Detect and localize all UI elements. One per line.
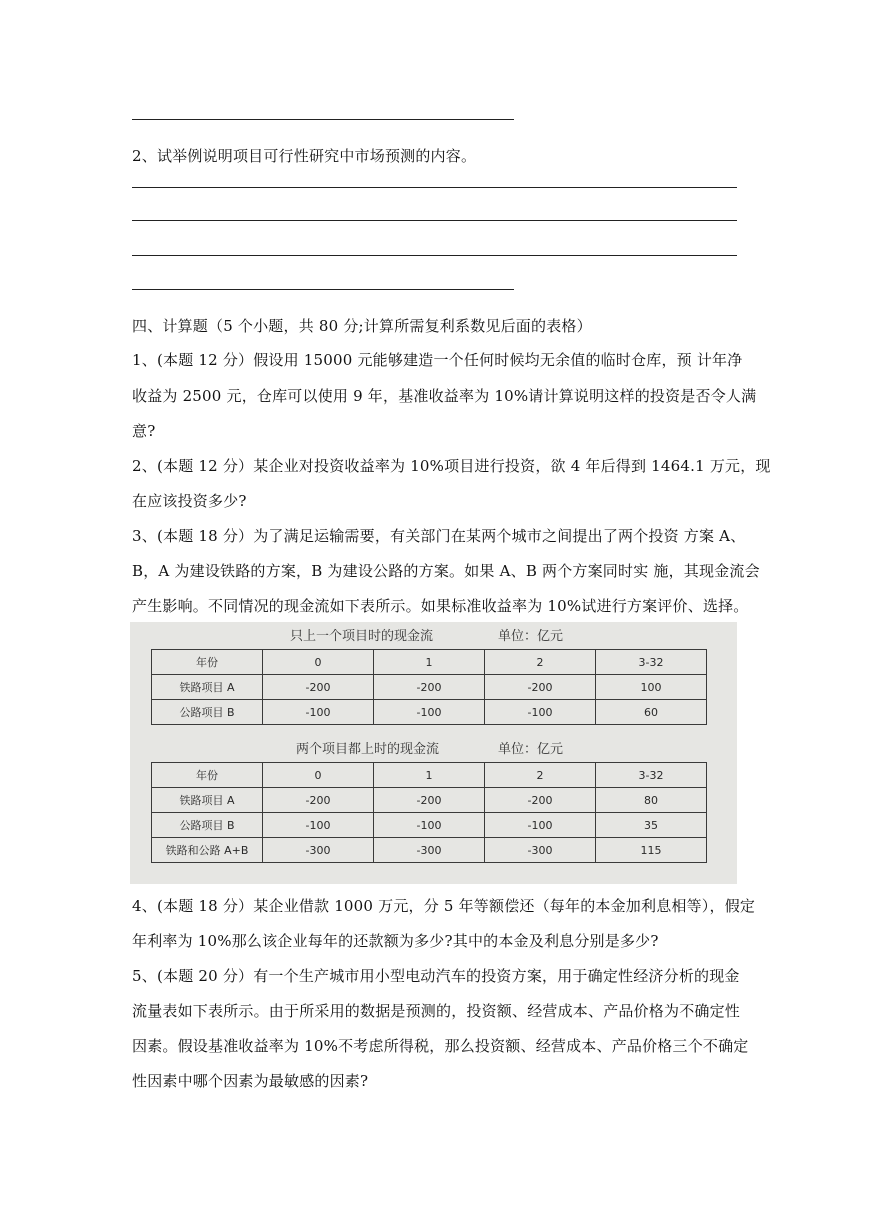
problem-2-line-1: 2、(本题 12 分）某企业对投资收益率为 10%项目进行投资，欲 4 年后得到 1464.1 万元，现 [132, 457, 771, 475]
table-2-unit: 单位：亿元 [498, 742, 564, 757]
problem-1-line-1: 1、(本题 12 分）假设用 15000 元能够建造一个任何时候均无余值的临时仓库，预 计年净 [132, 351, 743, 369]
problem-1-line-2: 收益为 2500 元，仓库可以使用 9 年，基准收益率为 10%请计算说明这样的投资是否令人满 [132, 387, 757, 405]
table-cell: -200 [485, 788, 596, 813]
problem-3-line-2: B，A 为建设铁路的方案，B 为建设公路的方案。如果 A、B 两个方案同时实 施，其现金流会 [132, 562, 760, 580]
table-cell: 铁路项目 A [152, 675, 263, 700]
table-row [152, 763, 707, 788]
table-cell: 100 [596, 675, 707, 700]
table-row [152, 838, 707, 863]
table-row [152, 700, 707, 725]
problem-3-line-1: 3、(本题 18 分）为了满足运输需要，有关部门在某两个城市之间提出了两个投资 方案 A、 [132, 527, 746, 545]
problem-5-line-2: 流量表如下表所示。由于所采用的数据是预测的，投资额、经营成本、产品价格为不确定性 [132, 1002, 741, 1020]
question-2-prompt: 2、试举例说明项目可行性研究中市场预测的内容。 [132, 147, 477, 165]
table-cell: -100 [485, 700, 596, 725]
table-cell: 35 [596, 813, 707, 838]
table-cell: 公路项目 B [152, 813, 263, 838]
table-cell: 3-32 [596, 650, 707, 675]
table-row [152, 788, 707, 813]
problem-4-line-1: 4、(本题 18 分）某企业借款 1000 万元，分 5 年等额偿还（每年的本金加利息相等），假定 [132, 897, 756, 915]
table-cell: -100 [263, 700, 374, 725]
table-row [152, 650, 707, 675]
problem-4-line-2: 年利率为 10%那么该企业每年的还款额为多少?其中的本金及利息分别是多少? [132, 932, 659, 950]
table-cell: -200 [263, 788, 374, 813]
table-cell: 0 [263, 650, 374, 675]
table-cell: 2 [485, 763, 596, 788]
problem-5-line-3: 因素。假设基准收益率为 10%不考虑所得税，那么投资额、经营成本、产品价格三个不确定 [132, 1037, 749, 1055]
table-cell: 铁路和公路 A+B [152, 838, 263, 863]
table-cell: -200 [374, 788, 485, 813]
table-cell: -100 [263, 813, 374, 838]
table-cell: 1 [374, 763, 485, 788]
answer-line [132, 119, 514, 120]
table-cell: 115 [596, 838, 707, 863]
table-cell: -200 [485, 675, 596, 700]
answer-line [132, 220, 737, 221]
table-cell: 1 [374, 650, 485, 675]
table-row [152, 675, 707, 700]
cash-flow-scan [130, 622, 737, 884]
problem-1-line-3: 意? [132, 422, 156, 440]
table-2-title: 两个项目都上时的现金流 [296, 742, 440, 757]
answer-line [132, 187, 737, 188]
answer-line [132, 255, 737, 256]
table-row [152, 813, 707, 838]
problem-2-line-2: 在应该投资多少? [132, 492, 247, 510]
problem-5-line-1: 5、(本题 20 分）有一个生产城市用小型电动汽车的投资方案，用于确定性经济分析的现金 [132, 967, 740, 985]
table-cell: 2 [485, 650, 596, 675]
table-cell: -100 [374, 700, 485, 725]
table-cell: -100 [485, 813, 596, 838]
answer-line [132, 289, 514, 290]
cash-flow-table-2 [151, 762, 707, 863]
table-cell: 铁路项目 A [152, 788, 263, 813]
table-cell: 公路项目 B [152, 700, 263, 725]
calc-section-heading: 四、计算题（5 个小题，共 80 分;计算所需复利系数见后面的表格） [132, 317, 592, 335]
table-cell: 年份 [152, 763, 263, 788]
table-cell: -300 [485, 838, 596, 863]
table-1-title: 只上一个项目时的现金流 [290, 629, 434, 644]
table-cell: -300 [263, 838, 374, 863]
table-cell: 年份 [152, 650, 263, 675]
cash-flow-table-1 [151, 649, 707, 725]
table-cell: -200 [263, 675, 374, 700]
table-cell: -200 [374, 675, 485, 700]
problem-3-line-3: 产生影响。不同情况的现金流如下表所示。如果标准收益率为 10%试进行方案评价、选择。 [132, 597, 749, 615]
table-cell: 60 [596, 700, 707, 725]
table-cell: -100 [374, 813, 485, 838]
table-1-unit: 单位：亿元 [498, 629, 564, 644]
table-cell: -300 [374, 838, 485, 863]
table-cell: 0 [263, 763, 374, 788]
table-cell: 3-32 [596, 763, 707, 788]
problem-5-line-4: 性因素中哪个因素为最敏感的因素? [132, 1072, 369, 1090]
table-cell: 80 [596, 788, 707, 813]
